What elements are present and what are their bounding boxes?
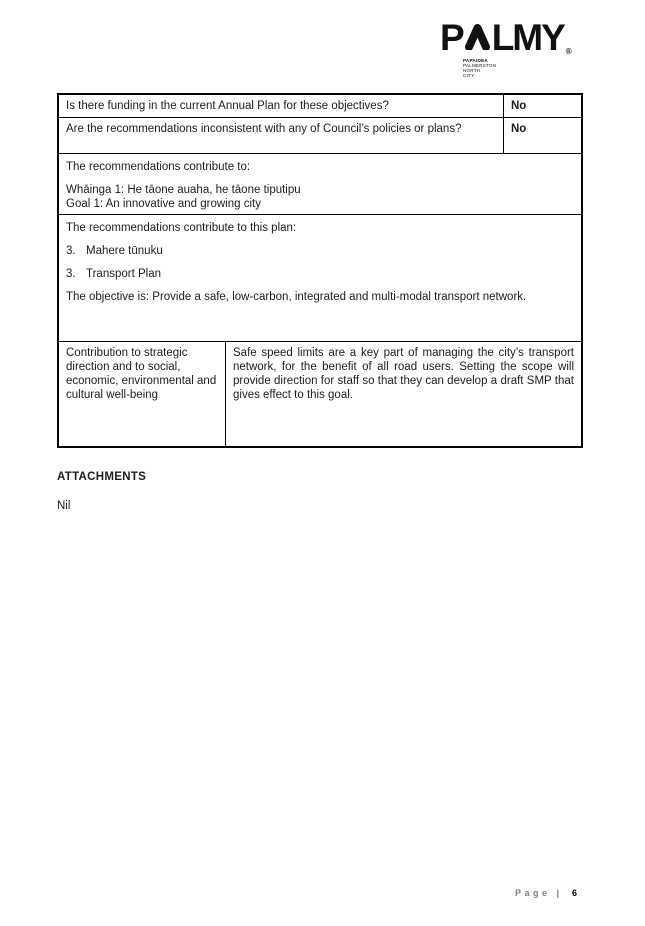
plan-item-english <box>66 267 574 281</box>
page-footer <box>515 888 577 898</box>
page-label: Page | <box>514 888 563 898</box>
logo-sub-papaioea: PAPAIOEA <box>463 58 488 63</box>
logo-letters-lmy: LMY <box>491 17 564 58</box>
logo-letter-p: P <box>440 17 463 58</box>
plan-item-number: 3. <box>66 268 76 280</box>
report-summary-table <box>57 93 583 448</box>
wellbeing-description: Safe speed limits are a key part of managing the city’s transport network, for the benefit of all road users. Setting the scope will provide direction for staff so that they can develop a draft SMP that gives effect to this goal. <box>225 342 581 446</box>
contribute-goals-intro: The recommendations contribute to: <box>66 161 251 173</box>
plan-item-label: Mahere tūnuku <box>86 245 163 257</box>
mountain-chevron-icon <box>464 22 491 50</box>
page-number: 6 <box>571 888 577 898</box>
logo-sub-north: NORTH <box>463 68 481 73</box>
attachments-section <box>57 471 146 512</box>
palmy-logo <box>440 19 575 78</box>
table-row-contribute-plan <box>59 214 581 341</box>
registered-trademark-icon: ® <box>565 47 572 56</box>
logo-sub-palmerston: PALMERSTON <box>463 63 497 68</box>
logo-sub-city: CITY <box>463 73 475 78</box>
table-row-contribute-goals <box>59 153 581 214</box>
palmy-logo-subtext <box>463 58 575 78</box>
palmy-logo-wordmark <box>440 19 575 56</box>
table-row-inconsistency <box>59 117 581 153</box>
plan-item-number: 3. <box>66 245 76 257</box>
goal-maori: Whāinga 1: He tāone auaha, he tāone tiputipu <box>66 184 301 196</box>
wellbeing-label: Contribution to strategic direction and to social, economic, environmental and cultural well-being <box>66 347 217 401</box>
funding-answer: No <box>503 95 581 117</box>
contribute-goals-cell <box>59 154 581 214</box>
plan-objective: The objective is: Provide a safe, low-carbon, integrated and multi-modal transport network. <box>66 291 527 303</box>
table-row-contribution-wellbeing <box>59 341 581 446</box>
table-row-funding <box>59 95 581 117</box>
goal-english: Goal 1: An innovative and growing city <box>66 198 261 210</box>
plan-item-label: Transport Plan <box>86 268 161 280</box>
attachments-value: Nil <box>57 500 71 512</box>
plan-item-maori <box>66 244 574 258</box>
inconsistency-question: Are the recommendations inconsistent with any of Council’s policies or plans? <box>66 123 462 135</box>
inconsistency-answer: No <box>503 118 581 153</box>
contribute-plan-intro: The recommendations contribute to this plan: <box>66 222 297 234</box>
funding-question: Is there funding in the current Annual Plan for these objectives? <box>66 100 389 112</box>
attachments-heading: ATTACHMENTS <box>57 471 147 483</box>
contribute-plan-cell <box>59 215 581 341</box>
